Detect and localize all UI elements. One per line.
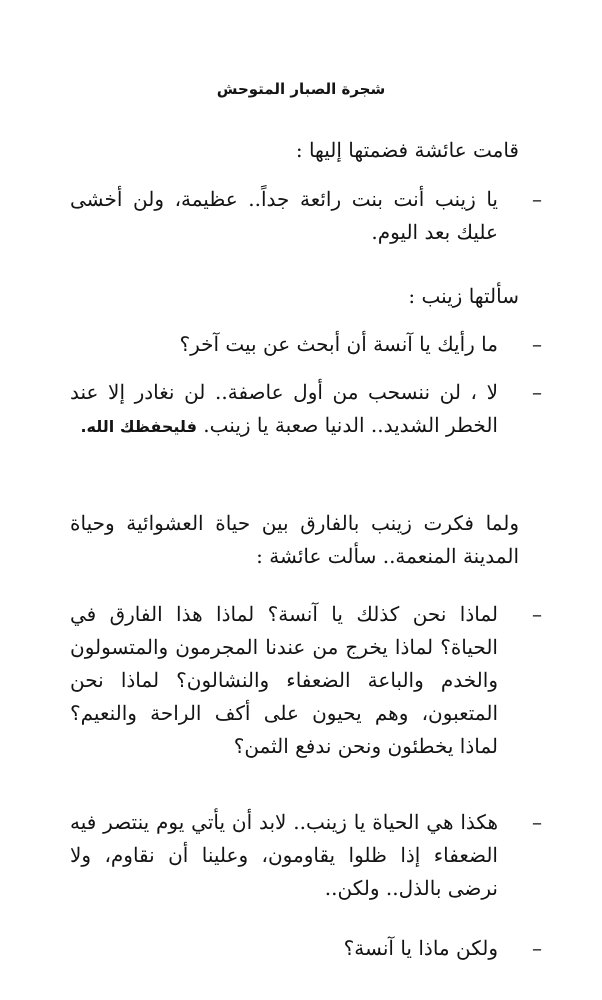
dialogue-line [70,598,542,763]
dialogue-text: ولكن ماذا يا آنسة؟ [343,936,498,960]
dialogue-dash: – [532,332,542,356]
dialogue-line [70,183,542,249]
dialogue-line [70,328,542,361]
paragraph: سألتها زينب : [408,284,519,308]
dialogue-dash: – [532,936,542,960]
dialogue-dash: – [532,187,542,211]
dialogue-text-tail: فليحفظك الله. [80,417,197,436]
dialogue-text: ما رأيك يا آنسة أن أبحث عن بيت آخر؟ [179,332,498,356]
dialogue-text: لا ، لن ننسحب من أول عاصفة.. لن نغادر إلا عند الخطر الشديد.. الدنيا صعبة يا زينب. [70,380,498,437]
dialogue-text: لماذا نحن كذلك يا آنسة؟ لماذا هذا الفارق في الحياة؟ لماذا يخرج من عندنا المجرمون والمتسولون والخدم والباعة الضعفاء والنشالون؟ لماذا نحن المتعبون، وهم يحيون على أكف الراحة والنعيم؟ لماذا يخطئون ونحن ندفع الثمن؟ [70,602,498,758]
dialogue-dash: – [532,380,542,404]
dialogue-dash: – [532,810,542,834]
dialogue-text: يا زينب أنت بنت رائعة جداً.. عظيمة، ولن أخشى عليك بعد اليوم. [70,187,498,244]
dialogue-dash: – [532,602,542,626]
paragraph: ولما فكرت زينب بالفارق بين حياة العشوائية وحياة المدينة المنعمة.. سألت عائشة : [70,511,519,568]
dialogue-line [70,932,542,965]
dialogue-line [70,806,542,905]
dialogue-line [70,376,542,443]
paragraph: قامت عائشة فضمتها إليها : [295,138,519,162]
dialogue-text: هكذا هي الحياة يا زينب.. لابد أن يأتي يوم ينتصر فيه الضعفاء إذا ظلوا يقاومون، وعلينا أن نقاوم، ولا نرضى بالذل.. ولكن.. [70,810,498,900]
page-title: شجرة الصبار المتوحش [216,80,386,98]
